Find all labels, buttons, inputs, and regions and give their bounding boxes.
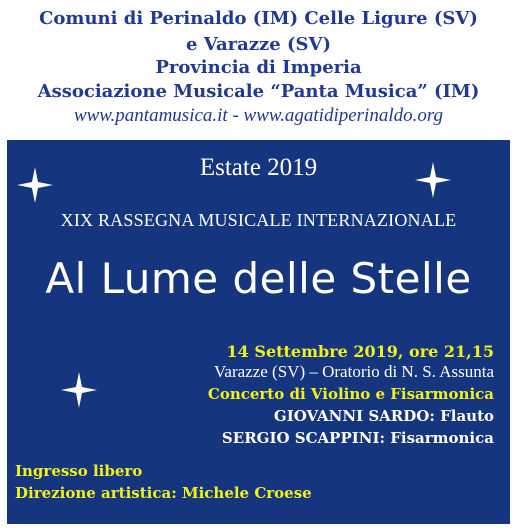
- admission-info: Ingresso libero: [15, 462, 143, 480]
- event-panel: [7, 140, 510, 524]
- organizers-line-3: Provincia di Imperia: [155, 57, 362, 78]
- date-time: 14 Settembre 2019, ore 21,15: [226, 342, 494, 361]
- organizers-line-4: Associazione Musicale “Panta Musica” (IM): [37, 81, 480, 102]
- performer-2: SERGIO SCAPPINI: Fisarmonica: [221, 429, 494, 447]
- concert-type: Concerto di Violino e Fisarmonica: [207, 385, 494, 403]
- artistic-direction: Direzione artistica: Michele Croese: [15, 484, 312, 502]
- organizers-line-2: e Varazze (SV): [185, 34, 331, 55]
- event-title: Al Lume delle Stelle: [45, 254, 472, 303]
- organizers-line-1: Comuni di Perinaldo (IM) Celle Ligure (SV): [39, 8, 478, 29]
- star-icon: [59, 370, 99, 410]
- festival-name: XIX RASSEGNA MUSICALE INTERNAZIONALE: [60, 210, 457, 230]
- websites: www.pantamusica.it - www.agatidiperinaldo.org: [73, 105, 444, 126]
- performer-1: GIOVANNI SARDO: Flauto: [273, 407, 494, 425]
- season-label: Estate 2019: [199, 154, 318, 181]
- poster-header: [0, 0, 517, 140]
- venue: Varazze (SV) – Oratorio di N. S. Assunta: [214, 362, 494, 381]
